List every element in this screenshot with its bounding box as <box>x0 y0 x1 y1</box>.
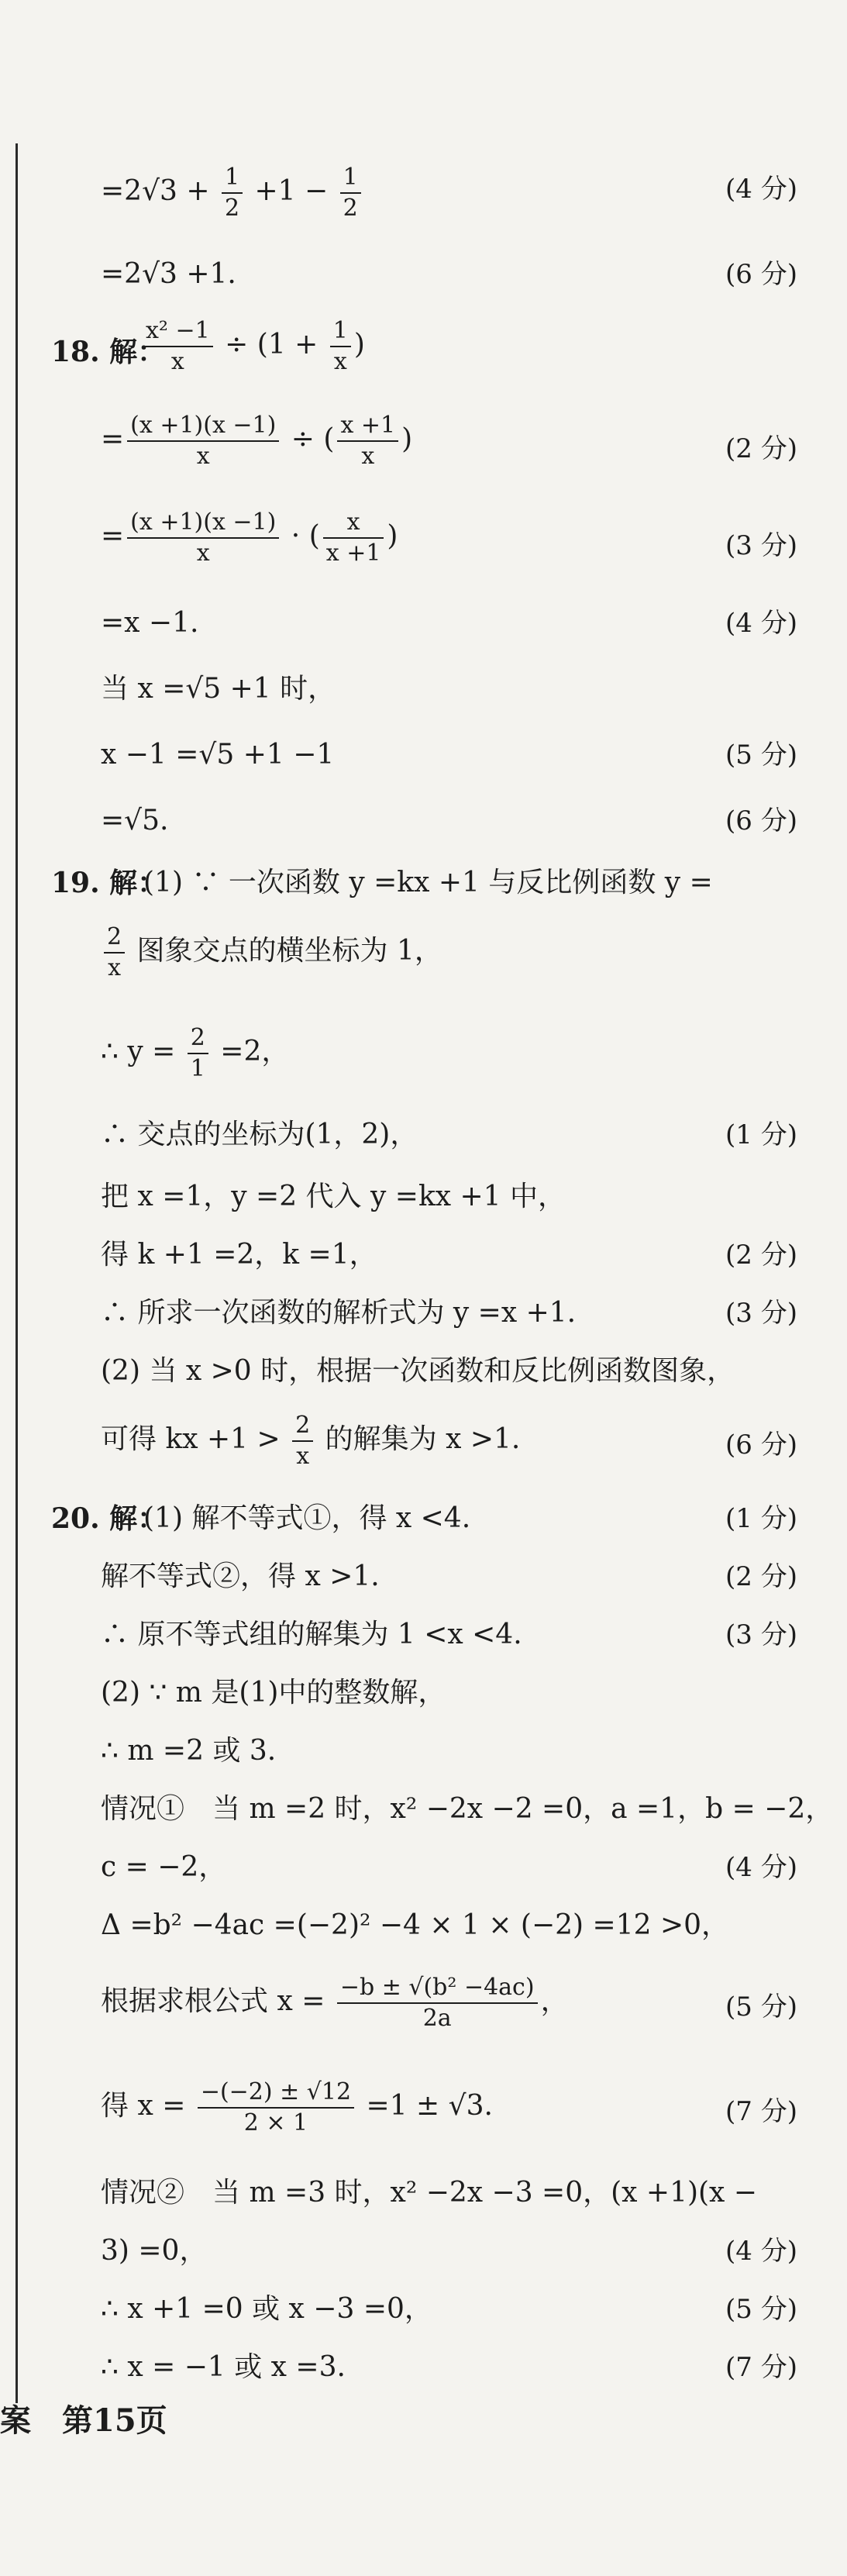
expr-text: =2√3 + <box>101 175 219 207</box>
expr-text: 可得 kx +1 > <box>101 1423 290 1455</box>
score-label: (6 分) <box>725 1429 797 1460</box>
step-line: 解不等式②，得 x >1. <box>101 1560 380 1592</box>
step-line: ∴ 所求一次函数的解析式为 y =x +1. <box>101 1297 577 1329</box>
expr-text: ÷ ( <box>282 423 335 455</box>
step-line: ∴ x +1 =0 或 x −3 =0， <box>101 2293 432 2325</box>
fraction: $\frac{x}{x +1}$ <box>323 508 384 568</box>
score-label: (3 分) <box>725 1298 797 1329</box>
expr-text: ) <box>353 329 365 360</box>
score-label: (3 分) <box>725 1619 797 1650</box>
score-label: (7 分) <box>725 2352 797 2383</box>
step-line: 得 k +1 =2，k =1， <box>101 1239 377 1271</box>
step-line: (2) 当 x >0 时，根据一次函数和反比例函数图象， <box>101 1355 735 1387</box>
score-label: (7 分) <box>725 2096 797 2127</box>
score-label: (4 分) <box>725 608 797 639</box>
score-label: (6 分) <box>725 259 797 290</box>
expr-text: +1 − <box>246 175 337 207</box>
margin-rule <box>15 143 18 2403</box>
fraction: $\frac{\text{−b ± √(b² −4ac)}}{2a}$ <box>337 1973 538 2033</box>
step-line <box>101 1023 798 1084</box>
step-line: ∴ 原不等式组的解集为 1 <x <4. <box>101 1619 522 1650</box>
fraction: $\frac{-(-2) \pm √12}{2 \times 1}$ <box>198 2078 354 2138</box>
expr-text: ∴ y = <box>101 1036 184 1067</box>
step-line: =√5. <box>101 805 169 836</box>
score-label: (2 分) <box>725 1561 797 1592</box>
step-line: 当 x =√5 +1 时， <box>101 673 336 705</box>
step-line: (1) ∵ 一次函数 y =kx +1 与反比例函数 y = <box>143 867 713 898</box>
step-line: Δ =b² −4ac =(−2)² −4 × 1 × (−2) =12 >0， <box>101 1909 730 1941</box>
score-label: (2 分) <box>725 433 797 464</box>
expr-text: 图象交点的横坐标为 1， <box>128 935 442 967</box>
step-line: (1) 解不等式①，得 x <4. <box>143 1502 471 1534</box>
fraction: $\frac{1}{x}$ <box>330 316 351 377</box>
fraction: $\frac{(x +1)(x -1)}{x}$ <box>127 508 279 568</box>
score-label: (5 分) <box>725 2294 797 2325</box>
score-label: (1 分) <box>725 1503 797 1534</box>
step-line: = $\frac{(x +1)(x -1)}{x}$ · ( $\frac{x}{x +1}$ ) <box>101 509 398 567</box>
fraction: $\frac{2}{1}$ <box>188 1023 208 1084</box>
expr-text: 的解集为 x >1. <box>316 1423 521 1455</box>
expr-text: ， <box>540 1985 569 2017</box>
question-number: 19. 解： <box>51 867 166 899</box>
fraction: $\frac{2}{x}$ <box>104 922 125 983</box>
score-label: (4 分) <box>725 174 797 205</box>
step-line: ∴ m =2 或 3. <box>101 1735 277 1767</box>
expr-text: ÷ (1 + <box>215 329 327 360</box>
step-line: 情况② 当 m =3 时，x² −2x −3 =0，(x +1)(x − <box>101 2177 757 2209</box>
step-line: 情况① 当 m =2 时，x² −2x −2 =0，a =1，b = −2， <box>101 1793 834 1825</box>
fraction: $\frac{x +1}{x}$ <box>337 411 398 471</box>
step-line: 3) =0， <box>101 2235 208 2267</box>
equals-sign: = <box>101 520 125 552</box>
step-line: =2√3 +1. <box>101 258 236 290</box>
score-label: (5 分) <box>725 740 797 771</box>
fraction: $\frac{1}{2}$ <box>222 163 243 223</box>
fraction: $\frac{\text{x² −1}}{x}$ <box>143 316 213 377</box>
step-line: (2) ∵ m 是(1)中的整数解， <box>101 1677 446 1709</box>
step-line: ∴ x = −1 或 x =3. <box>101 2351 346 2383</box>
score-label: (4 分) <box>725 1852 797 1883</box>
expr-text: · ( <box>282 520 320 552</box>
step-line: = $\frac{(x +1)(x -1)}{x}$ ÷ ( $\frac{x +1}{x}$ ) <box>101 412 413 470</box>
expr-text: 得 x = <box>101 2090 195 2122</box>
step-line: ∴ 交点的坐标为(1，2)， <box>101 1119 418 1150</box>
score-label: (2 分) <box>725 1240 797 1271</box>
expr-text: =1 ± √3. <box>357 2090 493 2122</box>
score-label: (6 分) <box>725 805 797 836</box>
question-number: 18. 解： <box>51 336 166 368</box>
page-footer: 案 第15页 <box>0 2402 167 2439</box>
fraction: $\frac{(x +1)(x -1)}{x}$ <box>127 411 279 471</box>
step-line <box>101 922 798 983</box>
score-label: (5 分) <box>725 1991 797 2023</box>
expr-text: 根据求根公式 x = <box>101 1985 334 2017</box>
step-line <box>139 316 837 377</box>
score-label: (4 分) <box>725 2236 797 2267</box>
fraction: $\frac{1}{2}$ <box>340 163 361 223</box>
fraction: $\frac{2}{x}$ <box>292 1411 313 1471</box>
score-label: (3 分) <box>725 530 797 561</box>
expr-text: =2， <box>211 1036 290 1067</box>
equals-sign: = <box>101 423 125 455</box>
step-line: =x −1. <box>101 607 199 639</box>
step-line: x −1 =√5 +1 −1 <box>101 739 335 771</box>
step-line: c = −2， <box>101 1851 227 1883</box>
question-number: 20. 解： <box>51 1502 166 1535</box>
step-line: 把 x =1，y =2 代入 y =kx +1 中， <box>101 1181 566 1212</box>
score-label: (1 分) <box>725 1119 797 1150</box>
